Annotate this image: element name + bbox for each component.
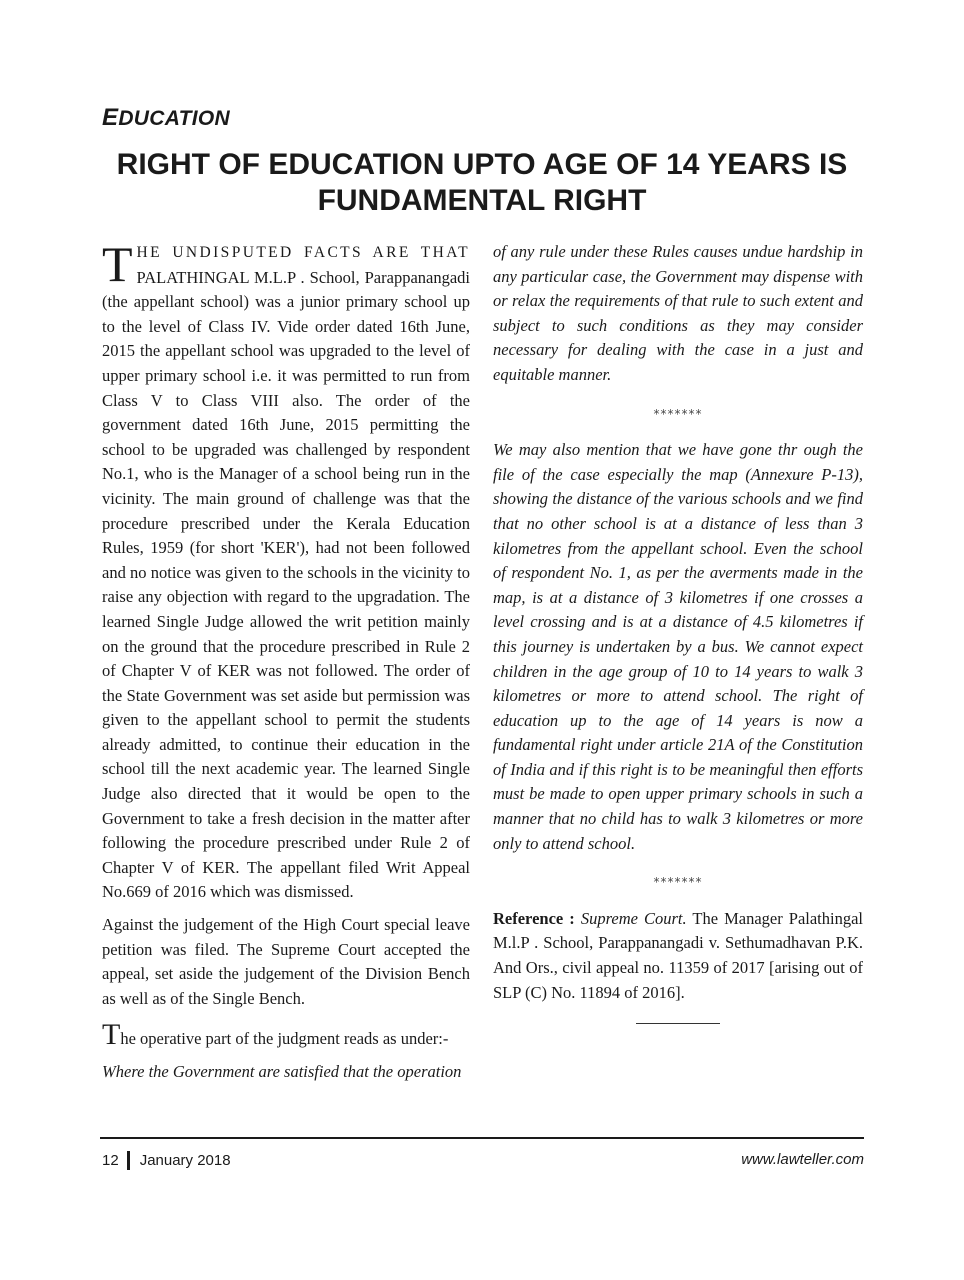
website-url: www.lawteller.com: [741, 1151, 864, 1168]
issue-date: January 2018: [139, 1152, 231, 1169]
article-title: [60, 147, 904, 219]
drop-cap: T: [102, 236, 133, 292]
left-column: [102, 236, 470, 1085]
article-title-line-2: FUNDAMENTAL RIGHT: [317, 184, 647, 217]
footer-left: [102, 1151, 231, 1170]
reference-text: The Manager Palathingal M.l.P . School, Parappanangadi v. Sethumadhavan P.K. And Ors., civil appeal no. 11359 of 2017 [arising out of SLP (C) No. 11894 of 2016].: [493, 908, 864, 1002]
separator-stars: *******: [653, 406, 703, 421]
footer-separator: [127, 1151, 130, 1170]
footer-divider: [100, 1137, 864, 1139]
separator-stars: *******: [653, 875, 703, 890]
section-label-rest: DUCATION: [118, 107, 230, 130]
operative-paragraph: [102, 1018, 470, 1052]
section-label: [102, 104, 230, 132]
court-observation: We may also mention that we have gone thr ough the file of the case especially the map (Annexure P-13), showing the distance of the various schools and we find that no other school is at a distance of less than 3 kilometres from the appellant school. Even the school of respondent No. 1, as per the averments made in the map, is at a distance of 3 kilometres if one crosses a level crossing and is at a distance of 4.5 kilometres if this journey is undertaken by a bus. We cannot expect children in the age group of 10 to 14 years to walk 3 kilometres or more to attend school. The right of education up to the age of 14 years is now a fundamental right under article 21A of the Constitution of India and if this right is to be meaningful then efforts must be made to open upper primary schools in such a manner that no child has to walk 3 kilometres or more only to attend school.: [493, 440, 863, 853]
appeal-paragraph: Against the judgement of the High Court special leave petition was filed. The Supreme Court accepted the appeal, set aside the judgement of the Division Bench as well as of the Single Bench.: [102, 915, 470, 1008]
quote-start: Where the Government are satisfied that the operation: [102, 1062, 462, 1081]
article-title-line-1: RIGHT OF EDUCATION UPTO AGE OF 14 YEARS IS: [116, 148, 848, 181]
section-label-initial: E: [102, 104, 119, 131]
intro-text: PALATHINGAL M.L.P . School, Parappanangadi (the appellant school) was a junior primary school up to the level of Class IV. Vide order dated 16th June, 2015 the appellant school was upgraded to the level of upper primary school i.e. it was permitted to run from Class V to Class VIII also. The order of the government dated 16th June, 2015 permitting the school to be upgraded was challenged by respondent No.1, who is the Manager of a school being run in the vicinity. The main ground of challenge was that the procedure prescribed under the Kerala Education Rules, 1959 (for short 'KER'), had not been followed and no notice was given to the schools in the vicinity to raise any objection with regard to the upgradation. The learned Single Judge allowed the writ petition mainly on the ground that the procedure prescribed in Rule 2 of Chapter V of KER was not followed. The order of the State Government was set aside but permission was given to the appellant school to permit the students already admitted, to continue their education in the school till the next academic year. The learned Single Judge also directed that it would be open to the Government to take a fresh decision in the matter after following the procedure prescribed under Rule 2 of Chapter V of KER. The appellant filed Writ Appeal No.669 of 2016 which was dismissed.: [102, 267, 470, 902]
reference-court: Supreme Court.: [580, 908, 687, 928]
intro-paragraph: [102, 236, 470, 905]
operative-initial: T: [102, 1018, 121, 1052]
page-number: 12: [102, 1152, 119, 1169]
opening-caps: HE UNDISPUTED FACTS ARE THAT: [136, 244, 470, 261]
reference: [493, 907, 863, 1005]
reference-label: Reference :: [493, 908, 575, 928]
quote-continuation: of any rule under these Rules causes undue hardship in any particular case, the Government may dispense with or relax the requirements of that rule to such extent and subject to such conditions as they may consider necessary for dealing with the case in a just and equitable manner.: [493, 242, 863, 384]
right-column: [493, 240, 863, 1024]
end-rule: [636, 1023, 720, 1024]
operative-text: he operative part of the judgment reads as under:-: [120, 1029, 449, 1049]
